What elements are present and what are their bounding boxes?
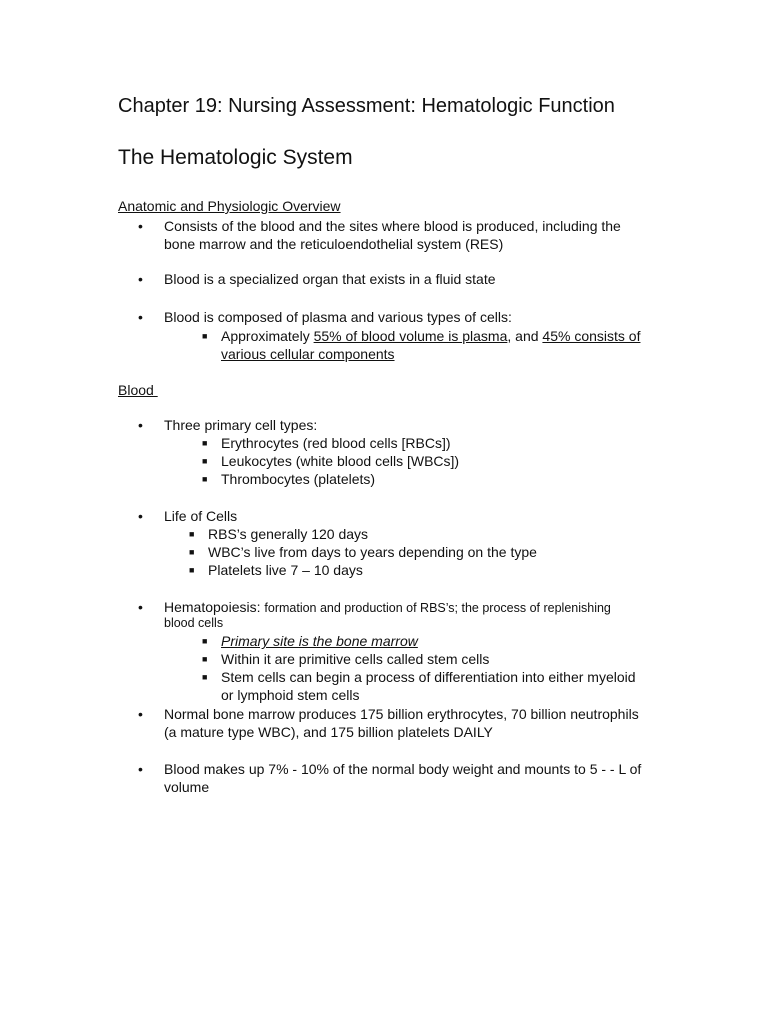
- hematopoiesis-item-3-line1: Stem cells can begin a process of differentiation into either myeloid: [221, 669, 636, 685]
- bullet-dot: •: [138, 417, 143, 433]
- bullet-dot: •: [138, 706, 143, 722]
- section-title: The Hematologic System: [118, 146, 353, 169]
- sub-text-mid: , and: [507, 328, 543, 344]
- bullet-dot: •: [138, 761, 143, 777]
- marrow-line1: Normal bone marrow produces 175 billion erythrocytes, 70 billion neutrophils: [164, 706, 639, 722]
- life-item-2: WBC’s live from days to years depending on the type: [208, 544, 537, 560]
- overview-bullet-2: Blood is a specialized organ that exists in a fluid state: [164, 271, 496, 287]
- bullet-dot: •: [138, 271, 143, 287]
- overview-sub-bullet-line2: various cellular components: [221, 346, 395, 362]
- sub-text-cells: 45% consists of: [542, 328, 641, 344]
- weight-line2: volume: [164, 779, 210, 795]
- bullet-square: ■: [202, 672, 208, 682]
- cell-type-2: Leukocytes (white blood cells [WBCs]): [221, 453, 460, 469]
- overview-bullet-1-line2: bone marrow and the reticuloendothelial system (RES): [164, 236, 504, 252]
- hematopoiesis-item-1: Primary site is the bone marrow: [221, 633, 418, 649]
- bullet-square: ■: [189, 529, 195, 539]
- bullet-square-italic: ■: [202, 636, 208, 646]
- overview-bullet-3: Blood is composed of plasma and various types of cells:: [164, 309, 512, 325]
- blood-heading: Blood: [118, 382, 158, 398]
- cell-types-heading: Three primary cell types:: [164, 417, 318, 433]
- bullet-square: ■: [202, 474, 208, 484]
- sub-text-pre: Approximately: [221, 328, 314, 344]
- bullet-square: ■: [202, 654, 208, 664]
- chapter-title: Chapter 19: Nursing Assessment: Hematologic Function: [118, 95, 615, 117]
- life-item-1: RBS’s generally 120 days: [208, 526, 369, 542]
- overview-bullet-1-line1: Consists of the blood and the sites where blood is produced, including the: [164, 218, 621, 234]
- hematopoiesis-item-3-line2: or lymphoid stem cells: [221, 687, 360, 703]
- hematopoiesis-label: Hematopoiesis:: [164, 599, 265, 615]
- bullet-square: ■: [202, 438, 208, 448]
- bullet-square: ■: [202, 456, 208, 466]
- hematopoiesis-line1: [164, 598, 611, 617]
- bullet-dot: •: [138, 309, 143, 325]
- bullet-dot: •: [138, 599, 143, 615]
- hematopoiesis-line2: blood cells: [164, 616, 224, 630]
- hematopoiesis-item-2: Within it are primitive cells called stem cells: [221, 651, 490, 667]
- marrow-line2: (a mature type WBC), and 175 billion platelets DAILY: [164, 724, 493, 740]
- cell-type-1: Erythrocytes (red blood cells [RBCs]): [221, 435, 451, 451]
- overview-sub-bullet-line1: [221, 327, 640, 345]
- bullet-square: ■: [202, 331, 208, 341]
- sub-text-plasma: 55% of blood volume is plasma: [313, 328, 508, 344]
- life-item-3: Platelets live 7 – 10 days: [208, 562, 363, 578]
- bullet-dot: •: [138, 508, 143, 524]
- bullet-square: ■: [189, 565, 195, 575]
- hematopoiesis-definition: formation and production of RBS’s; the process of replenishing: [264, 601, 611, 615]
- weight-line1: Blood makes up 7% - 10% of the normal body weight and mounts to 5 - - L of: [164, 761, 642, 777]
- life-heading: Life of Cells: [164, 508, 238, 524]
- overview-heading: Anatomic and Physiologic Overview: [118, 198, 341, 214]
- bullet-square: ■: [189, 547, 195, 557]
- cell-type-3: Thrombocytes (platelets): [221, 471, 376, 487]
- bullet-dot: •: [138, 218, 143, 234]
